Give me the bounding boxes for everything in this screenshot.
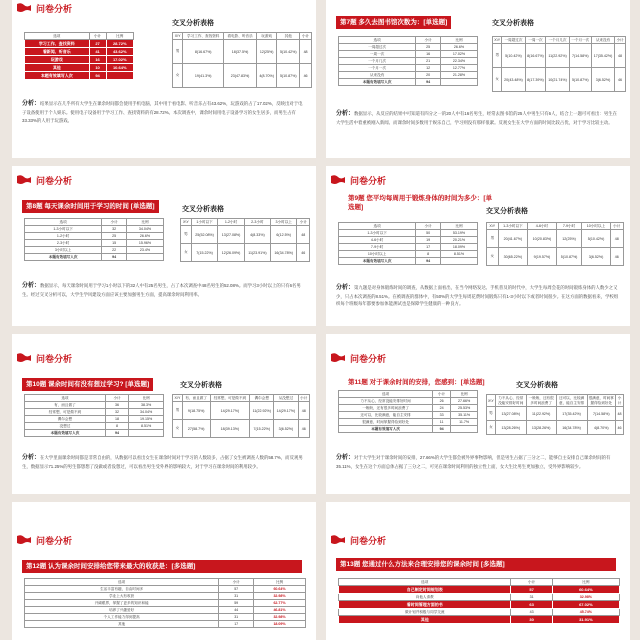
cross-title: 交叉分析表格	[172, 20, 214, 27]
cross-table: X\Y 力不从心，经常没能安排好时间 一般般，还有很多时间浪费了 还可以，比较满意，能自主安排 很满意，时间掌握得恰到好处 小计 男 13(27.08%) 11(22.92%) 17(35.42%) 7(14.58%) 48 女 13(28.26%) 13(28.26%) 16(34.78%) 4(8.70%) 46	[486, 394, 624, 435]
slide-q11	[326, 334, 630, 494]
cross-table: X\Y 学习工作、查找资料 看电影、听音乐 玩游戏 其他 小计 男 8(16.67%) 18(37.5%) 12(25%) 5(10.42%) 48 女 19(41.3%) 23(47.83%) 4(8.70%) 5(10.87%) 46	[172, 32, 312, 88]
question-title: 第8题 每天课余时间用于学习的时间 [单选题]	[22, 200, 159, 213]
slide-header	[12, 350, 316, 364]
cross-title: 交叉分析表格	[516, 382, 558, 389]
header-title: 问卷分析	[36, 4, 73, 14]
slide-header	[12, 0, 316, 14]
slide-q12	[12, 502, 316, 640]
cross-table: X\Y 1-3小时以下 4-6小时 7-9小时 10小时以上 小计 男 20(41.67%) 10(20.83%) 12(25%) 5(10.42%) 48 女 30(65.22%) 9(19.57%) 5(10.87%) 3(6.52%) 46	[486, 222, 624, 266]
stats-table: 选项 小计 比例 一周超过次 25 26.6% 一周一次 16 17.02% 一个月几次 21 22.34% 一个月一次 12 12.77% 从来没有 20 21.28% 本题有效填写人次 94	[338, 36, 478, 86]
stats-table: 选项 小计 比例 自己制定时间规划表 57 60.64% 向他人请教 31 32.98% 看时间管理方面的书 63 67.02% 做计划并积极与同学交流 43 45.74% 其他 30 31.91%	[338, 578, 620, 624]
stats-table: 选项 小计 比例 学习工作、查找资料 27 28.72% 看新闻、听音乐 41 43.62% 玩游戏 16 17.02% 其他 10 10.64% 本题有效填写人次 94	[24, 32, 134, 80]
question-title: 第9题 您平均每周用于锻炼身体的时间为多少：[单选题]	[348, 195, 493, 211]
question-title: 第10题 课余时间有没有想过学习? [单选题]	[22, 378, 153, 391]
slide-header	[326, 350, 630, 364]
flag-icon	[16, 175, 32, 185]
analysis-paragraph: 分析：结果显示在几乎所有大学生在课余时间都会使用手机电脑，其中用于看电影、听音乐占有43.62%，玩游戏的占了17.02%，反映出对于电子设备使用于个人娱乐。使用电子设备用于学习工作、查找资料的有28.72%。本次调查中，课余时间用电子设备学习的女生居多，而男生占有33.33%的人用于玩游戏。	[22, 101, 303, 123]
stats-table: 选项 小计 比例 生活丰富有趣，自由时间多 57 60.64% 学业上大有收获 31 32.98% 开阔眼界，掌握了更多的知识和能 59 62.77% 培养了兴趣爱好 44 46.81% 个人工作能力得到提高 31 32.98% 其他 17 18.09%	[24, 578, 306, 628]
stats-table: 选项 小计 比例 有，而且做了 36 38.3% 经常想，可是做不到 32 34.04% 偶尔会想 18 19.15% 没想过 8 8.51% 本题有效填写人次 94	[24, 394, 164, 437]
question-title: 第13题 您通过什么方法来合理安排您的课余时间 [多选题]	[336, 558, 616, 571]
cross-title: 交叉分析表格	[180, 382, 222, 389]
header-title: 问卷分析	[350, 354, 387, 364]
slide-header	[12, 172, 316, 186]
cross-table: X\Y 1小时以下 1-2小时 2-3小时 3小时以上 小计 男 25(52.08%) 13(27.08%) 4(8.33%) 6(12.5%) 48 女 7(15.22%) 12(26.09%) 11(23.91%) 16(34.78%) 46	[180, 218, 310, 262]
stats-table: 选项 小计 比例 1-3小时以下 50 53.19% 4-6小时 19 20.21% 7-9小时 17 18.09% 10小时以上 8 8.51% 本题有效填写人次 94	[338, 222, 478, 265]
slide-header	[326, 532, 630, 546]
analysis-paragraph: 分析：第九题是对身体锻炼时间的调查，从数据上面看出，在当今网络发达、手机普及的时代中，大学生每周会花的时间锻炼身体的人数少之又少，只占本次调查的8.51%。在被调查的群体中，有50%的大学生每周花费时间锻炼只有1-3小时以下或者时间很少。在这方面的数据看来，学校组织每个班级每年都要参加体能测试也是保障学生健康的一种良方。	[336, 285, 619, 306]
question-title: 第11题 对于课余时间的安排，您感到：[单选题]	[348, 379, 485, 386]
flag-icon	[16, 535, 32, 545]
flag-icon	[330, 535, 346, 545]
slide-q9	[326, 166, 630, 326]
slide-header	[326, 172, 630, 186]
cross-table: X\Y 有，而且做了 经常想，可是做不到 偶尔会想 从没想过 小计 男 9(18.75%) 14(29.17%) 11(22.92%) 14(29.17%) 48 女 27(58.7%) 18(39.13%) 7(15.22%) 3(6.52%) 46	[172, 394, 310, 438]
slide-q13	[326, 502, 630, 640]
slide-q10	[12, 334, 316, 494]
cross-title: 交叉分析表格	[486, 208, 528, 215]
slide-q7	[326, 0, 630, 158]
analysis-paragraph: 分析：在大学里面课余时间都是非常自由的，从数据可以看出女生在课余时间对于学习的人数较多，占据了女生被调查人数的58.7%，而反观男生，数据显示71.25%的男生都想想了没做或者没想过，可以看出男生受外界的影响较大，对于学习在课余时间的利用较少。	[22, 455, 303, 469]
question-title: 第7题 多久去图书馆次数为：[单选题]	[336, 16, 451, 29]
slide-header	[12, 532, 316, 546]
flag-icon	[330, 353, 346, 363]
stats-table: 选项 小计 比例 1-3小时以下 32 34.04% 1-2小时 25 26.6% 2-3小时 15 15.96% 3小时以上 22 23.4% 本题有效填写人次 94	[24, 218, 164, 261]
analysis-paragraph: 分析：对于大学生对于课余时间的安排，27.66%的大学生都会被外界事物影响，但是男生占据了三分之二，能够自主安排自己课余时间的有35.11%，女生在这个方面总体占据了三分之二，可见在课余时间利用的独立性上面，女大生比男生更加独立，受外界影响较少。	[336, 455, 611, 469]
cross-title: 交叉分析表格	[492, 20, 534, 27]
header-title: 问卷分析	[36, 354, 73, 364]
stats-table: 选项 小计 比例 力不从心，经常没能安排好时间 26 27.66% 一般般，还有很多时间浪费了 24 25.53% 还可以，比较满意，能自主安排 33 35.11% 很满意，时间掌握得恰到好处 11 11.7% 本题有效填写人次 94	[338, 390, 478, 433]
flag-icon	[16, 3, 32, 13]
analysis-paragraph: 分析：数据显示，从反应的结果中可知道有四分之一的20人中有16名男生，经常去图书馆的25人中男生只有6人，结合上一题可可看出：男生在大学生活中着重被刚入新闻、而课余时间多数用于娱乐自己，学习则没有那样很紧。反观女生在大学方面的时间比较占优，对于学习比较主动。	[336, 111, 617, 125]
cross-title: 交叉分析表格	[182, 206, 224, 213]
header-title: 问卷分析	[350, 536, 387, 546]
question-title: 第12题 认为课余时间安排给您带来最大的收获是：[多选题]	[22, 560, 302, 573]
cross-table: X\Y 一周超过次 一周一次 一个月几次 一个月一次 从来没有 小计 男 5(10.42%) 8(16.67%) 11(22.92%) 7(14.58%) 17(35.42%) 48 女 20(43.48%) 8(17.39%) 10(21.74%) 5(10.87%) 3(6.52%) 46	[492, 36, 626, 92]
slide-q6	[12, 0, 316, 158]
header-title: 问卷分析	[36, 176, 73, 186]
analysis-paragraph: 分析：数据显示，每天课余时间用于学习1小时以下的32人中有25名男生，占了本次调查中48名男生的52.08%。而学习3小时以上的只有6名男生。经过交叉分析可以，大学生学风建设方面应该主要加强男生方面，提高课余时间利用率。	[22, 283, 301, 297]
slide-q8	[12, 166, 316, 326]
header-title: 问卷分析	[350, 176, 387, 186]
flag-icon	[16, 353, 32, 363]
flag-icon	[330, 175, 346, 185]
header-title: 问卷分析	[36, 536, 73, 546]
